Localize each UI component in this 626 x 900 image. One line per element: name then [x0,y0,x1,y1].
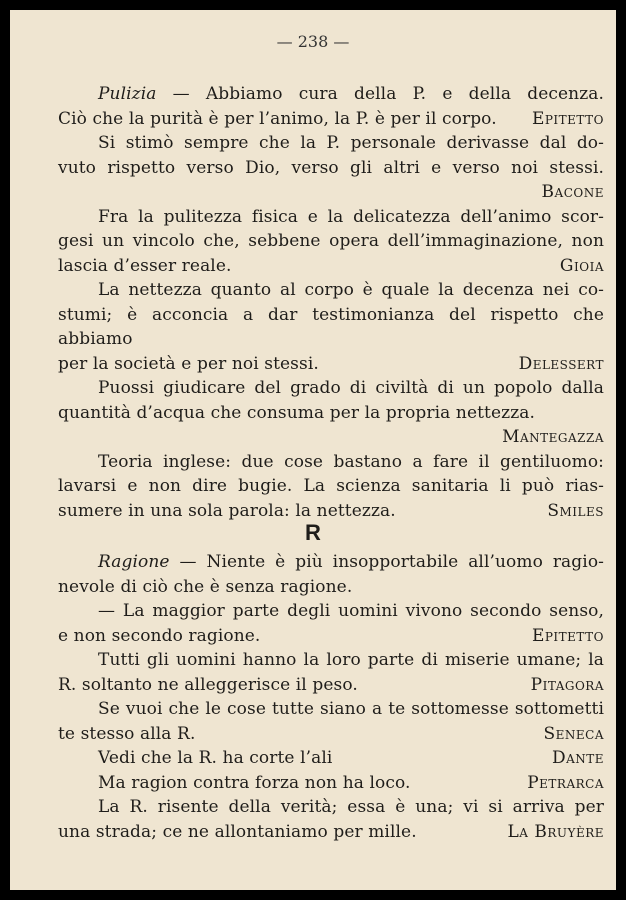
text-line: stumi; è acconcia a dar testimonianza del rispetto che abbiamo [58,304,604,349]
text-line: La R. risente della verità; essa è una; vi si arriva per [98,797,604,817]
entry-term: Pulizia [98,84,157,104]
entry-term: Ragione [98,552,170,572]
author-name: Dante [551,748,604,768]
author-name: Mantegazza [502,427,604,447]
page-number: — 238 — [276,32,350,51]
text-line: lascia d’esser reale. Gioia [58,254,604,279]
text-line: La nettezza quanto al corpo è quale la decenza nei co- [98,280,604,300]
text-line: lavarsi e non dire bugie. La scienza sanitaria li può rias- [58,476,604,496]
text-line: una strada; ce ne allontaniamo per mille. La Bruyère [58,820,604,845]
text-line: Ragione — Niente è più insopportabile all’uomo ragio- [98,552,604,572]
text-line: — La maggior parte degli uomini vivono secondo senso, [98,601,604,621]
text-line: R. soltanto ne alleggerisce il peso. Pitagora [58,673,604,698]
author-name: Pitagora [530,674,604,695]
text-line: Ma ragion contra forza non ha loco. Petrarca [58,771,604,796]
author-name: Petrarca [527,772,604,793]
author-name: Delessert [518,353,604,374]
text-line: Fra la pulitezza fisica e la delicatezza dell’animo scor- [98,206,604,227]
text-line: Teoria inglese: due cose bastano a fare il gentiluomo: [98,451,604,472]
section-letter: R [305,520,321,545]
book-page [10,10,616,890]
text-line: e non secondo ragione. Epitetto [58,624,604,649]
text-line: gesi un vincolo che, sebbene opera dell’immaginazione, non [58,231,604,251]
text-line: te stesso alla R. Seneca [58,722,604,747]
author-name: La Bruyère [507,821,604,842]
author-name: Bacone [541,182,604,202]
text-line: Puossi giudicare del grado di civiltà di un popolo dalla [98,378,604,398]
author-name: Gioia [559,255,604,276]
text-line: Vedi che la R. ha corte l’ali Dante [58,746,604,771]
text-line: Ciò che la purità è per l’animo, la P. è per il corpo. Epitetto [58,107,604,132]
author-name: Epitetto [531,108,604,129]
text-line: per la società e per noi stessi. Delessert [58,352,604,377]
section-r-text [58,550,604,844]
text-line: nevole di ciò che è senza ragione. [58,576,353,597]
text-line: quantità d’acqua che consuma per la propria nettezza. [58,402,535,423]
section-p-text [58,82,604,523]
text-line: sumere in una sola parola: la nettezza. Smiles [58,499,604,524]
text-line: Si stimò sempre che la P. personale derivasse dal do- [98,133,604,153]
text-line: vuto rispetto verso Dio, verso gli altri e verso noi stessi. [58,157,604,178]
author-name: Epitetto [531,625,604,646]
author-name: Smiles [547,500,604,521]
text-line: Pulizia — Abbiamo cura della P. e della decenza. [98,84,604,104]
author-name: Seneca [543,723,604,744]
text-line: Tutti gli uomini hanno la loro parte di miserie umane; la [98,650,604,670]
text-line: Se vuoi che le cose tutte siano a te sottomesse sottometti [98,699,604,719]
